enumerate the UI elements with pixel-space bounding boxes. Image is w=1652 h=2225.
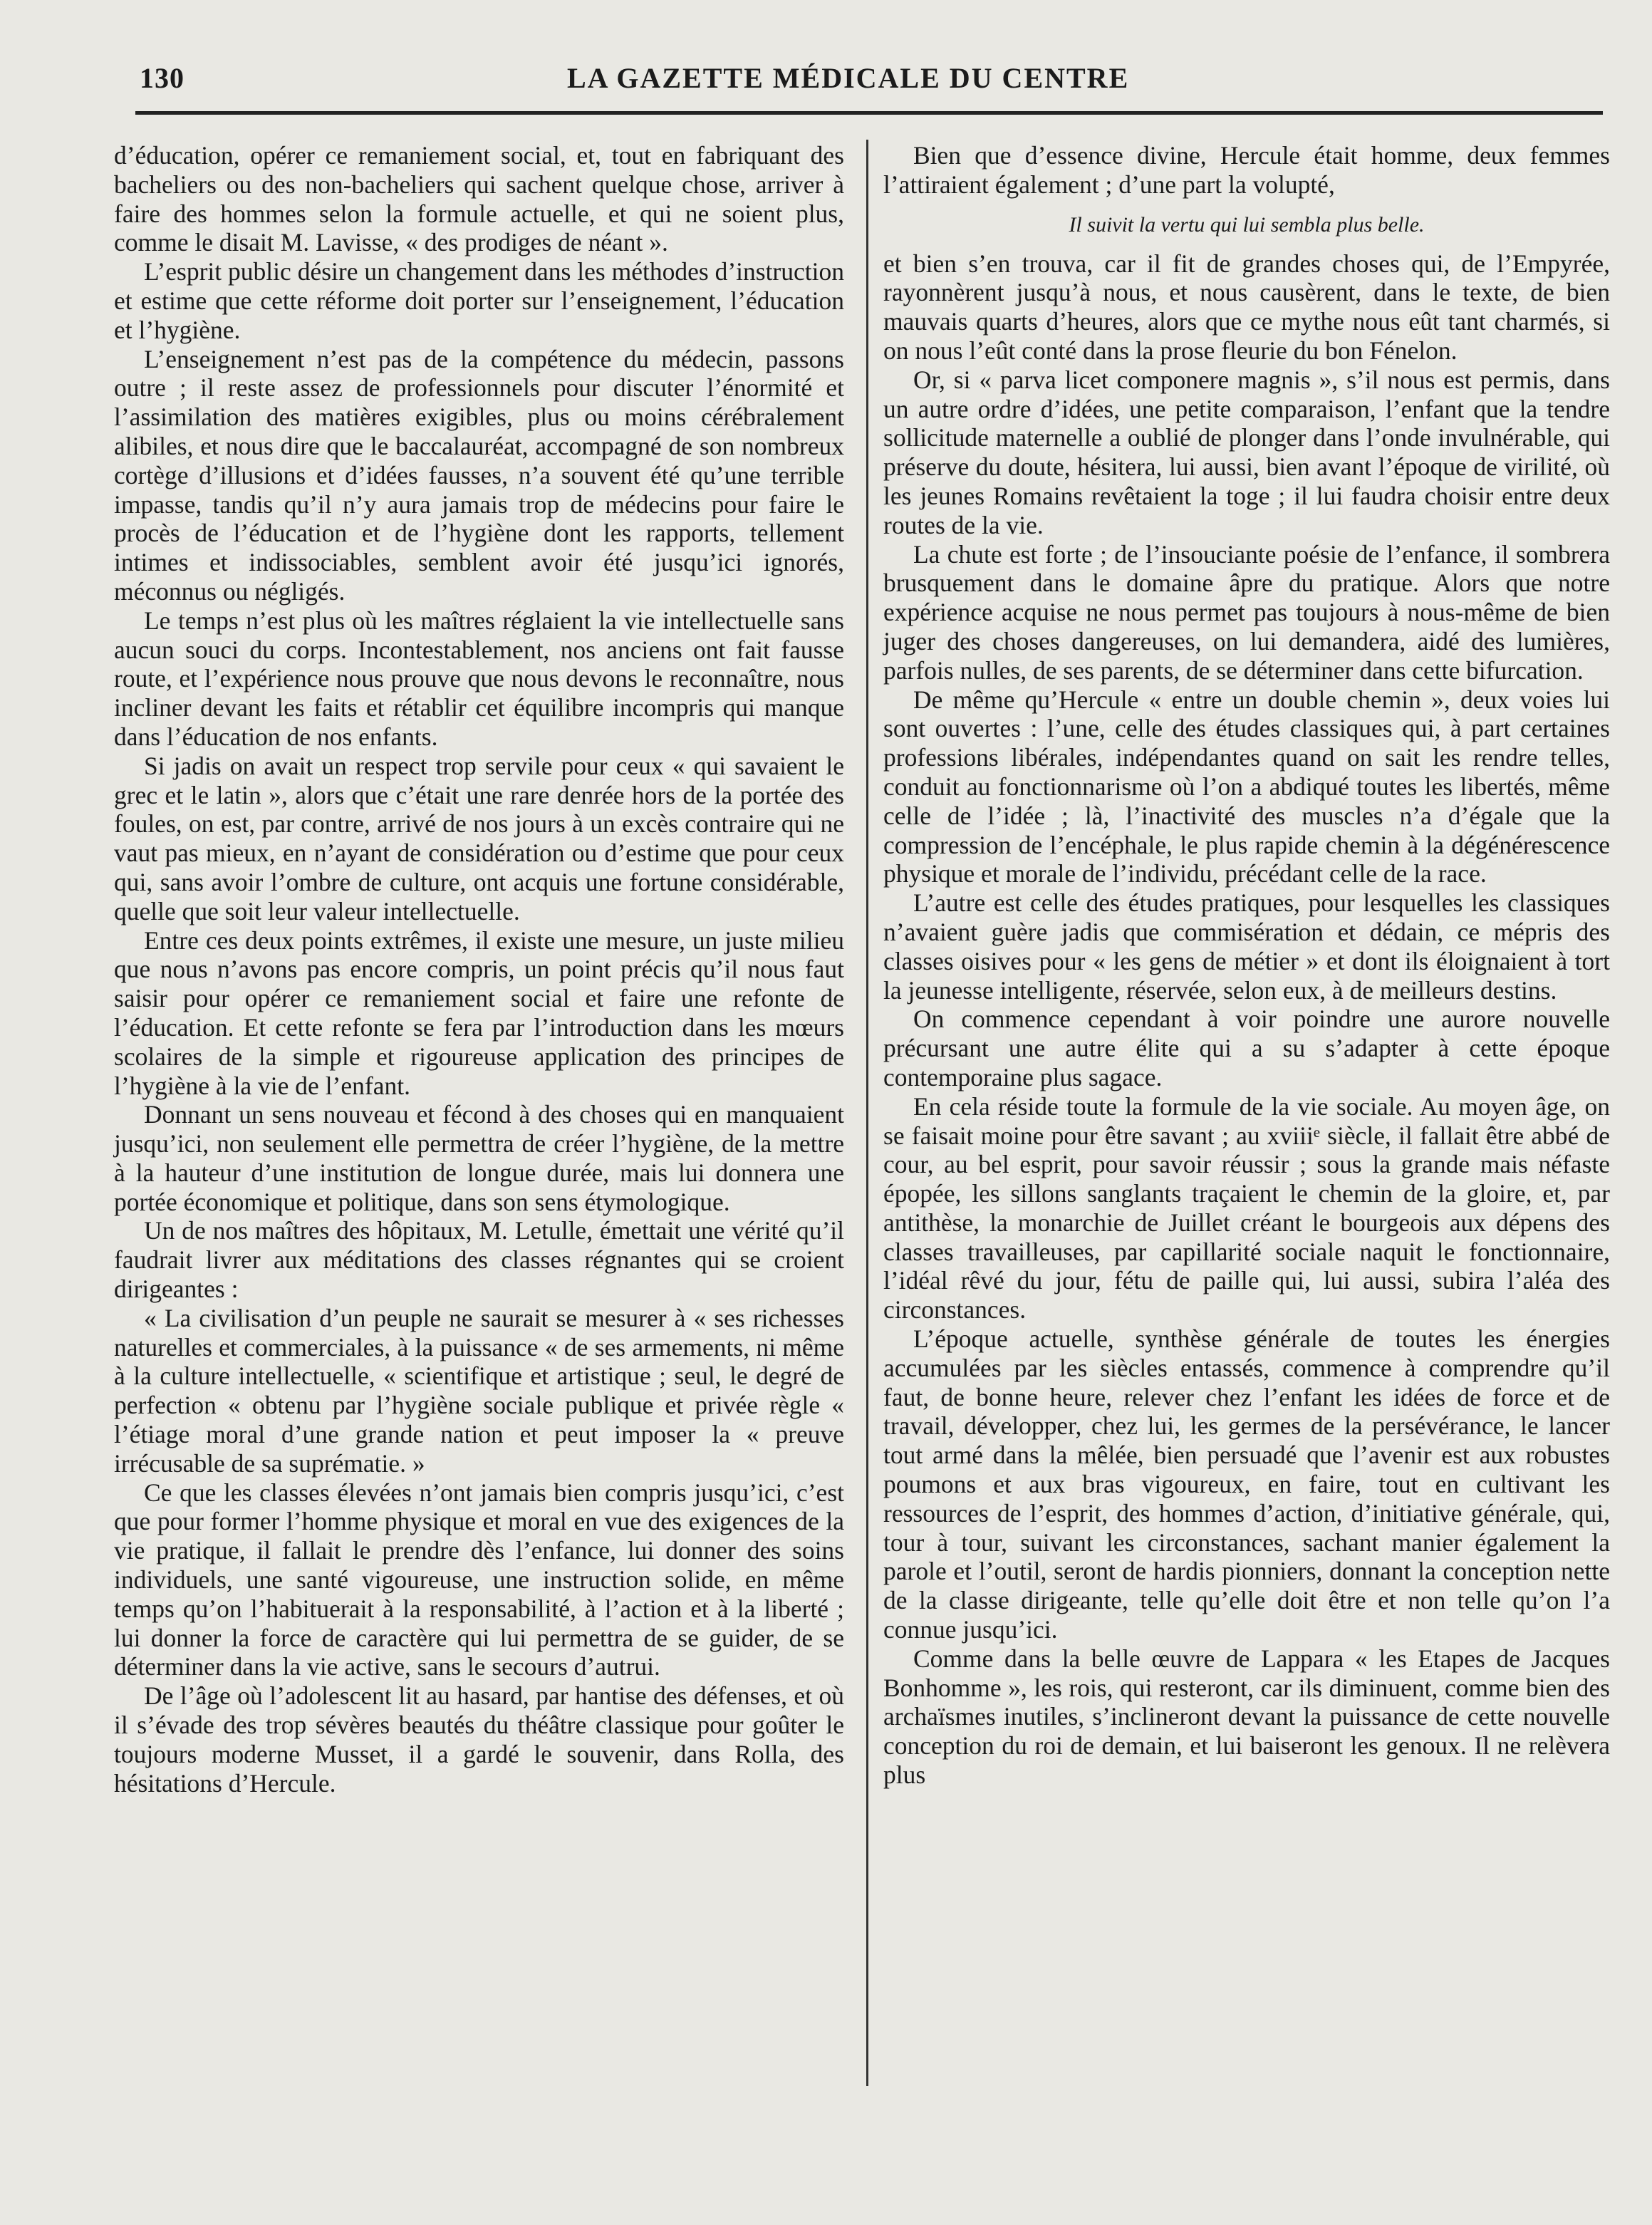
left-column	[114, 141, 844, 1798]
paragraph: Le temps n’est plus où les maîtres réglaient la vie intellectuelle sans aucun souci du corps. Incontestablement, nos anciens ont fait fausse route, et l’expérience nous prouve que nous devons le reconnaître, nous incliner devant les faits et rétablir cet équilibre incompris qui manque dans l’éducation de nos enfants.	[114, 606, 844, 751]
verse-quote: Il suivit la vertu qui lui sembla plus belle.	[1069, 212, 1425, 237]
paragraph: Bien que d’essence divine, Hercule était homme, deux femmes l’attiraient également ; d’une part la volupté,	[883, 141, 1610, 199]
paragraph: Entre ces deux points extrêmes, il existe une mesure, un juste milieu que nous n’avons pas encore compris, un point précis qu’il nous faut saisir pour opérer ce remaniement social et faire une refonte de l’éducation. Et cette refonte se fera par l’introduction dans les mœurs scolaires de la simple et rigoureuse application des principes de l’hygiène à la vie de l’enfant.	[114, 925, 844, 1100]
paragraph: De l’âge où l’adolescent lit au hasard, par hantise des défenses, et où il s’évade des trop sévères beautés du théâtre classique pour goûter le toujours moderne Musset, il a gardé le souvenir, dans Rolla, des hésitations d’Hercule.	[114, 1681, 844, 1798]
paragraph: L’enseignement n’est pas de la compétence du médecin, passons outre ; il reste assez de professionnels pour discuter l’énormité et l’assimilation des matières exigibles, plus ou moins cérébralement alibiles, et nous dire que le baccalauréat, accompagné de son nombreux cortège d’illusions et d’idées fausses, n’a souvent été qu’une terrible impasse, tandis qu’il n’y aura jamais trop de médecins pour faire le procès de l’éducation et de l’hygiène dont les rapports, tellement intimes et indissociables, semblent avoir été jusqu’ici ignorés, méconnus ou négligés.	[114, 344, 844, 606]
paragraph: En cela réside toute la formule de la vie sociale. Au moyen âge, on se faisait moine pour être savant ; au xviiiᵉ siècle, il fallait être abbé de cour, au bel esprit, pour savoir réussir ; sous la grande mais néfaste épopée, les sillons sanglants traçaient le chemin de la gloire, et, par antithèse, la monarchie de Juillet créant le bourgeois aux dépens des classes travailleuses, par capillarité sociale naquit le fonctionnaire, l’idéal rêvé du jour, fétu de paille qui, lui aussi, subira l’aléa des circonstances.	[883, 1091, 1610, 1324]
column-divider	[866, 140, 868, 2086]
paragraph: Un de nos maîtres des hôpitaux, M. Letulle, émettait une vérité qu’il faudrait livrer aux méditations des classes régnantes qui se croient dirigeantes :	[114, 1216, 844, 1304]
journal-title: LA GAZETTE MÉDICALE DU CENTRE	[567, 62, 1130, 94]
page-header	[140, 61, 1600, 103]
paragraph: d’éducation, opérer ce remaniement social, et, tout en fabriquant des bacheliers ou des non-bacheliers qui sachent quelque chose, arriver à faire des hommes selon la formule actuelle, et qui ne soient plus, comme le disait M. Lavisse, « des prodiges de néant ».	[114, 141, 844, 257]
paragraph: L’autre est celle des études pratiques, pour lesquelles les classiques n’avaient guère jadis que commisération et dédain, ce mépris des classes oisives pour « les gens de métier » et dont ils éloignaient à tort la jeunesse intelligente, réservée, selon eux, à de meilleurs destins.	[883, 888, 1610, 1005]
paragraph: Or, si « parva licet componere magnis », s’il nous est permis, dans un autre ordre d’idées, une petite comparaison, l’enfant que la tendre sollicitude maternelle a oublié de plonger dans l’onde invulnérable, qui préserve du doute, hésitera, lui aussi, bien avant l’époque de virilité, où les jeunes Romains revêtaient la toge ; il lui faudra choisir entre deux routes de la vie.	[883, 365, 1610, 539]
paragraph: Si jadis on avait un respect trop servile pour ceux « qui savaient le grec et le latin », alors que c’était une rare denrée hors de la portée des foules, on est, par contre, arrivé de nos jours à un excès contraire qui ne vaut pas mieux, en n’ayant de considération ou d’estime que pour ceux qui, sans avoir l’ombre de culture, ont acquis une fortune considérable, quelle que soit leur valeur intellectuelle.	[114, 751, 844, 925]
paragraph: La chute est forte ; de l’insouciante poésie de l’enfance, il sombrera brusquement dans le domaine âpre du pratique. Alors que notre expérience acquise ne nous permet pas toujours à nous-même de bien juger des choses dangereuses, on lui demandera, aidé des lumières, parfois nulles, de ses parents, de se déterminer dans cette bifurcation.	[883, 539, 1610, 685]
paragraph: Comme dans la belle œuvre de Lappara « les Etapes de Jacques Bonhomme », les rois, qui resteront, car ils diminuent, comme bien des archaïsmes inutiles, s’inclineront devant la puissance de cette nouvelle conception du roi de demain, et lui baiseront les genoux. Il ne relèvera plus	[883, 1644, 1610, 1790]
right-column	[883, 141, 1610, 1790]
paragraph: Donnant un sens nouveau et fécond à des choses qui en manquaient jusqu’ici, non seulement elle permettra de créer l’hygiène, de la mettre à la hauteur d’une institution de longue durée, mais lui donnera une portée économique et politique, dans son sens étymologique.	[114, 1100, 844, 1216]
header-rule	[135, 111, 1603, 115]
paragraph: et bien s’en trouva, car il fit de grandes choses qui, de l’Empyrée, rayonnèrent jusqu’à nous, et nous causèrent, dans le texte, de bien mauvais quarts d’heures, alors que ce mythe nous eût tant charmés, si on nous l’eût conté dans la prose fleurie du bon Fénelon.	[883, 249, 1610, 365]
paragraph: L’époque actuelle, synthèse générale de toutes les énergies accumulées par les siècles entassés, commence à comprendre qu’il faut, de bonne heure, relever chez l’enfant les idées de force et de travail, développer, chez lui, les germes de la persévérance, le lancer tout armé dans la mêlée, bien persuadé que l’avenir est aux robustes poumons et aux bras vigoureux, en faire, tout en cultivant les ressources de l’esprit, des hommes d’action, d’initiative générale, qui, tour à tour, suivant les circonstances, sachant manier également la parole et l’outil, seront de hardis pionniers, donnant la conception nette de la classe dirigeante, telle qu’elle doit être et non telle qu’on l’a connue jusqu’ici.	[883, 1324, 1610, 1644]
paragraph: Ce que les classes élevées n’ont jamais bien compris jusqu’ici, c’est que pour former l’homme physique et moral en vue des exigences de la vie pratique, il fallait le prendre dès l’enfance, lui donner des soins individuels, une santé vigoureuse, une instruction solide, en même temps qu’on l’habituerait à la responsabilité, à l’action et à la liberté ; lui donner la force de caractère qui lui permettra de se guider, de se déterminer dans la vie active, sans le secours d’autrui.	[114, 1478, 844, 1681]
paragraph: On commence cependant à voir poindre une aurore nouvelle précursant une autre élite qui a su s’adapter à cette époque contemporaine plus sagace.	[883, 1005, 1610, 1091]
paragraph: De même qu’Hercule « entre un double chemin », deux voies lui sont ouvertes : l’une, celle des études classiques qui, à part certaines professions libérales, indépendantes quand on sait les rendre telles, conduit au fonctionnarisme où l’on a abdiqué toutes les libertés, même celle de l’idée ; là, l’inactivité des muscles n’a d’égale que la compression de l’encéphale, le plus rapide chemin à la dégénérescence physique et morale de l’individu, précédant celle de la race.	[883, 685, 1610, 888]
page-number: 130	[140, 62, 185, 94]
quotation-letulle: « La civilisation d’un peuple ne saurait se mesurer à « ses richesses naturelles et commerciales, à la puissance « de ses armements, ni même à la culture intellectuelle, « scientifique et artistique ; seul, le degré de perfection « obtenu par l’hygiène sociale publique et privée règle « l’étiage moral d’une grande nation et peut imposer la « preuve irrécusable de sa suprématie. »	[114, 1303, 844, 1478]
paragraph: L’esprit public désire un changement dans les méthodes d’instruction et estime que cette réforme doit porter sur l’enseignement, l’éducation et l’hygiène.	[114, 257, 844, 344]
